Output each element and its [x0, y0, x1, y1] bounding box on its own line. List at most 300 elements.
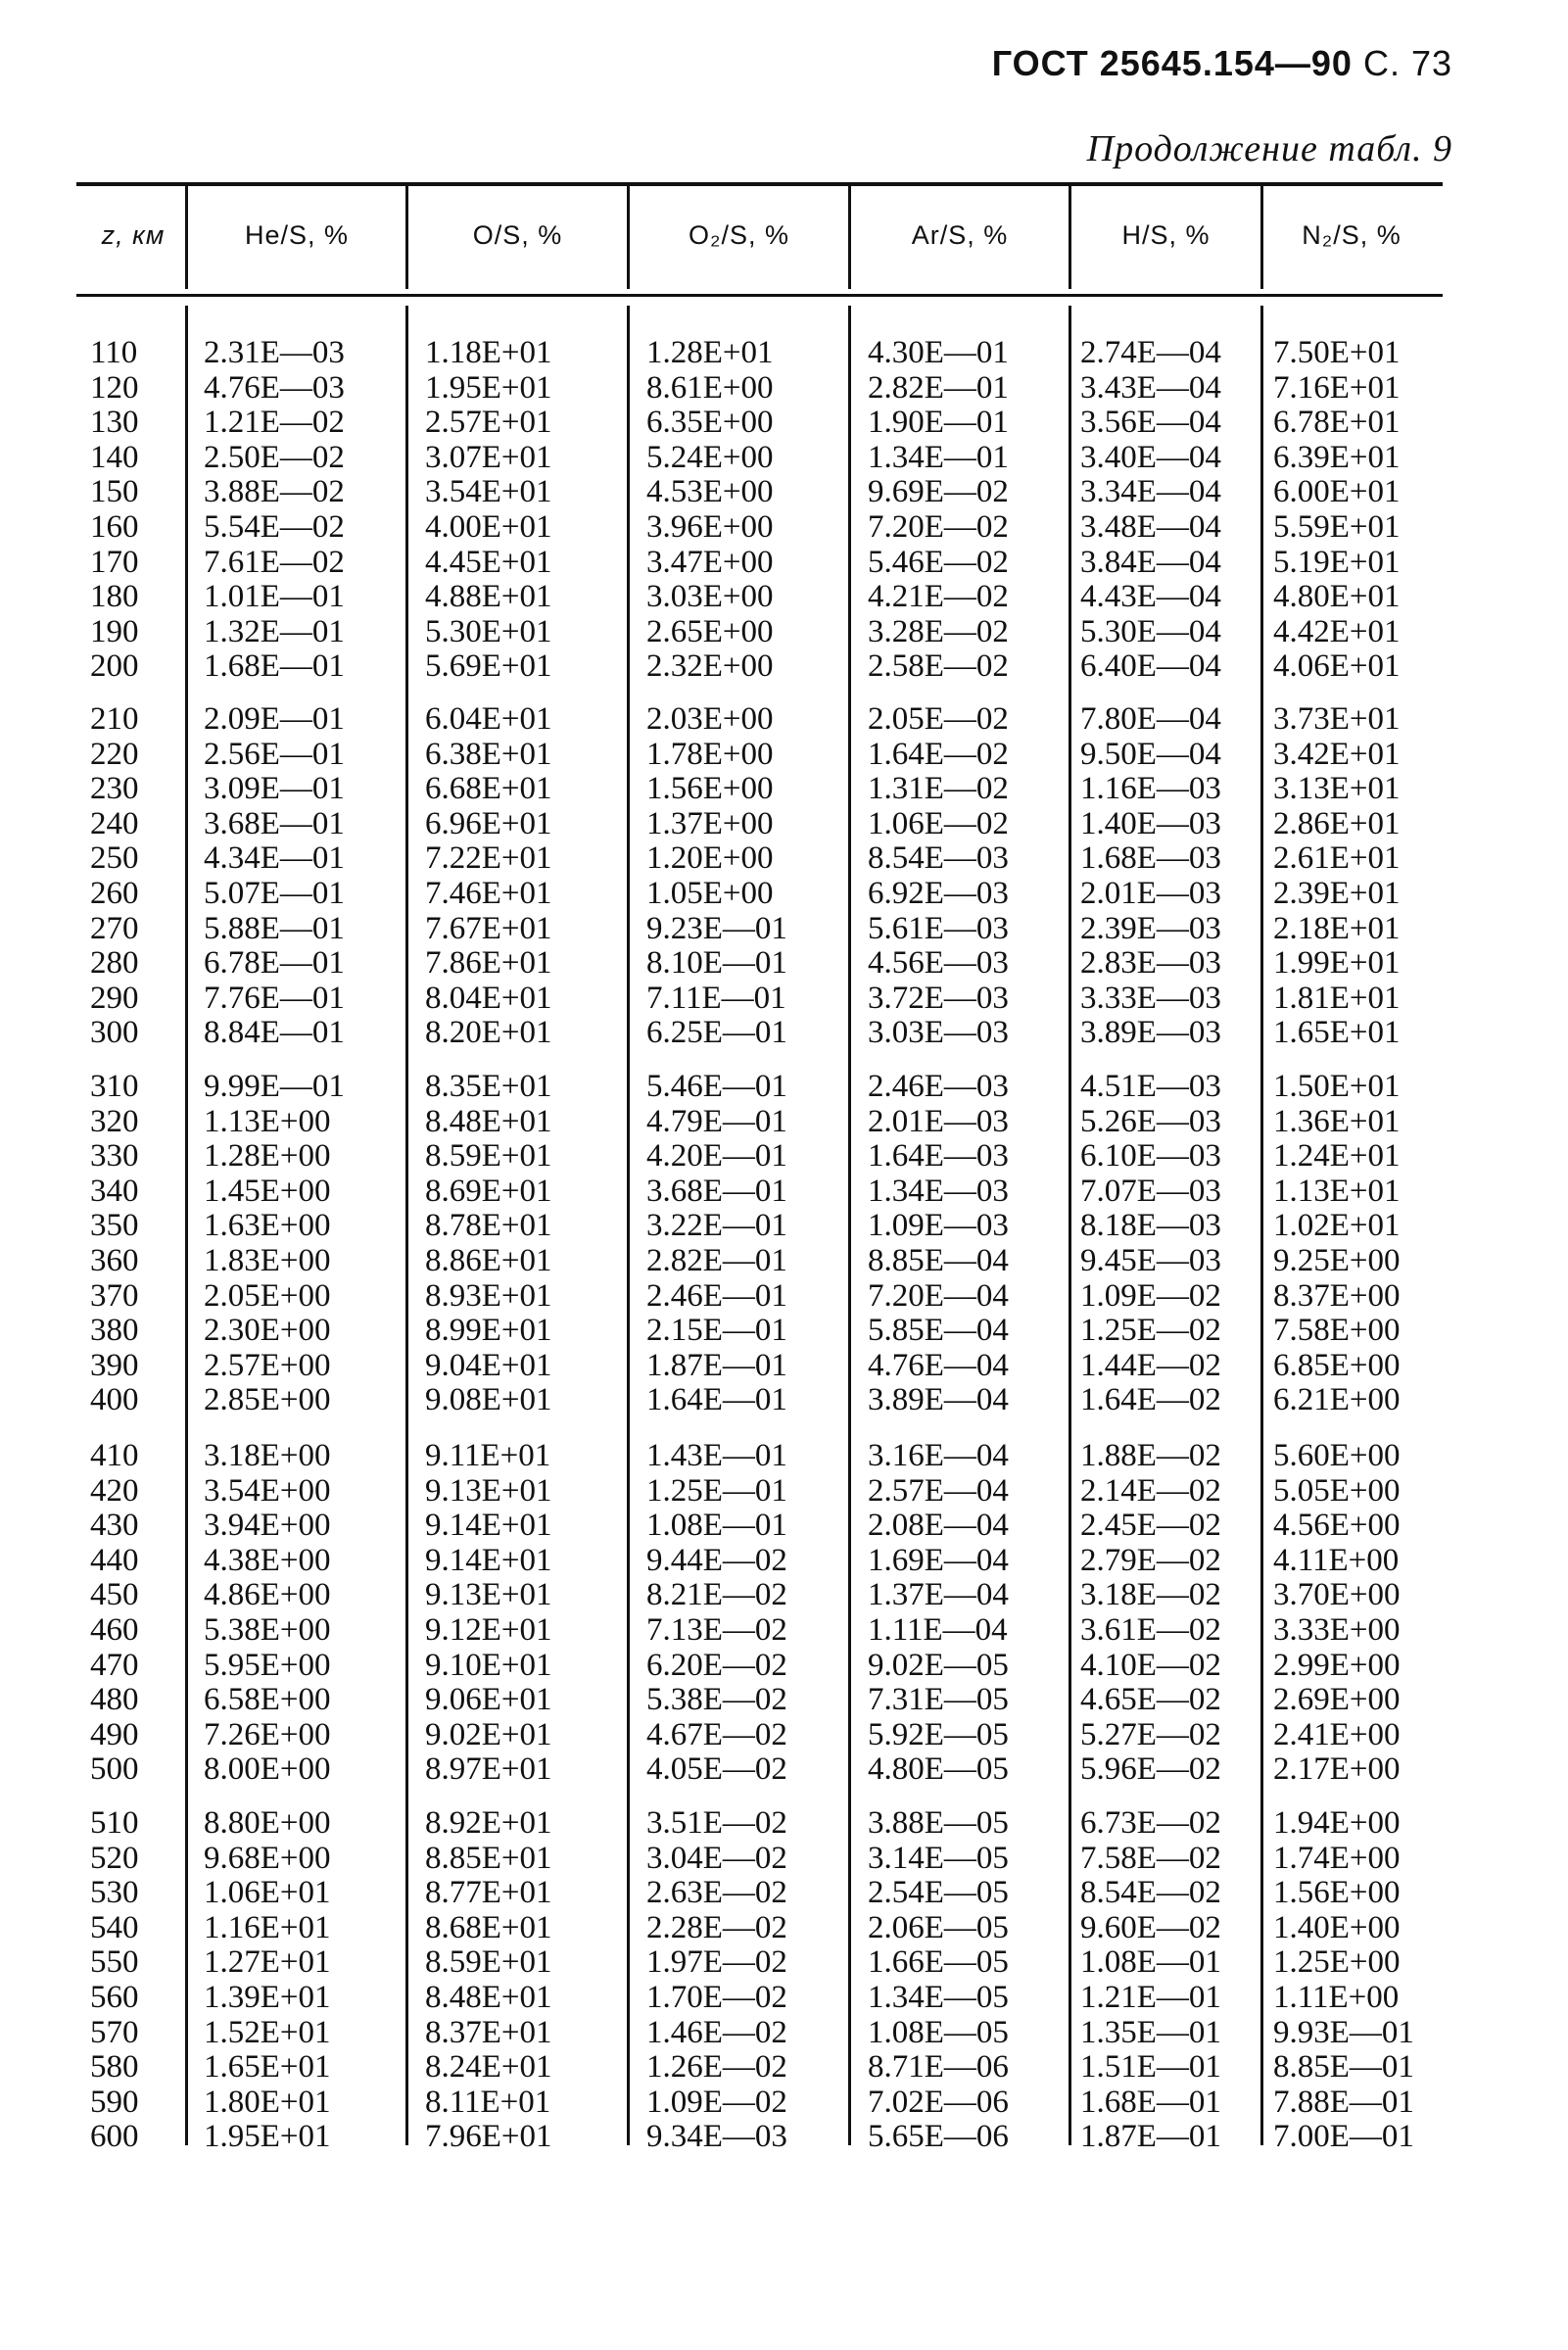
value-cell: 3.73E+01	[1273, 701, 1401, 737]
value-cell: 2.54E—05	[868, 1875, 1009, 1911]
value-cell: 4.21E—02	[868, 579, 1009, 615]
value-cell: 5.96E—02	[1080, 1751, 1221, 1788]
altitude-cell: 370	[90, 1277, 139, 1314]
value-cell: 9.93E—01	[1273, 2014, 1414, 2050]
table-row	[0, 807, 1568, 842]
value-cell: 8.92E+01	[425, 1805, 552, 1841]
altitude-cell: 400	[90, 1382, 139, 1418]
column-header-o2: O₂/S, %	[688, 220, 789, 250]
value-cell: 9.45E—03	[1080, 1242, 1221, 1278]
value-cell: 5.46E—01	[646, 1069, 787, 1104]
value-cell: 7.88E—01	[1273, 2084, 1414, 2120]
value-cell: 1.95E+01	[204, 2119, 331, 2155]
table-row	[0, 1876, 1568, 1911]
value-cell: 3.89E—04	[868, 1382, 1009, 1418]
table-row	[0, 772, 1568, 807]
value-cell: 1.80E+01	[204, 2084, 331, 2120]
value-cell: 7.46E+01	[425, 875, 552, 911]
value-cell: 2.58E—02	[868, 648, 1009, 685]
value-cell: 4.30E—01	[868, 335, 1009, 370]
altitude-cell: 120	[90, 369, 139, 406]
value-cell: 1.68E—01	[1080, 2084, 1221, 2120]
value-cell: 1.28E+01	[646, 335, 774, 370]
value-cell: 3.03E—03	[868, 1015, 1009, 1051]
altitude-cell: 180	[90, 579, 139, 615]
value-cell: 4.45E+01	[425, 544, 552, 580]
table-row	[0, 406, 1568, 441]
value-cell: 3.42E+01	[1273, 736, 1401, 772]
value-cell: 2.41E+00	[1273, 1716, 1401, 1752]
table-row	[0, 2016, 1568, 2051]
value-cell: 1.06E—02	[868, 805, 1009, 841]
altitude-cell: 540	[90, 1909, 139, 1945]
table-row	[0, 1945, 1568, 1981]
table-row	[0, 1649, 1568, 1684]
table-row	[0, 371, 1568, 407]
table-row	[0, 2050, 1568, 2086]
value-cell: 1.09E—03	[868, 1208, 1009, 1244]
value-cell: 3.48E—04	[1080, 508, 1221, 545]
value-cell: 1.97E—02	[646, 1944, 787, 1981]
value-cell: 9.60E—02	[1080, 1909, 1221, 1945]
value-cell: 2.08E—04	[868, 1508, 1009, 1544]
column-header-ar: Ar/S, %	[911, 220, 1009, 250]
value-cell: 3.28E—02	[868, 613, 1009, 649]
value-cell: 9.23E—01	[646, 910, 787, 946]
value-cell: 5.54E—02	[204, 508, 345, 545]
value-cell: 2.32E+00	[646, 648, 774, 685]
value-cell: 8.69E+01	[425, 1173, 552, 1209]
value-cell: 9.04E+01	[425, 1347, 552, 1383]
value-cell: 4.06E+01	[1273, 648, 1401, 685]
value-cell: 3.70E+00	[1273, 1577, 1401, 1613]
table-header-rule	[76, 294, 1443, 297]
value-cell: 9.68E+00	[204, 1840, 331, 1876]
value-cell: 3.16E—04	[868, 1438, 1009, 1473]
value-cell: 1.11E—04	[868, 1611, 1008, 1648]
value-cell: 1.25E+00	[1273, 1944, 1401, 1981]
table-row	[0, 2086, 1568, 2121]
value-cell: 3.14E—05	[868, 1840, 1009, 1876]
value-cell: 8.85E—01	[1273, 2049, 1414, 2086]
value-cell: 5.60E+00	[1273, 1438, 1401, 1473]
value-cell: 1.35E—01	[1080, 2014, 1221, 2050]
table-row	[0, 946, 1568, 982]
value-cell: 1.08E—01	[646, 1508, 787, 1544]
table-row	[0, 1544, 1568, 1579]
value-cell: 3.40E—04	[1080, 439, 1221, 475]
value-cell: 1.88E—02	[1080, 1438, 1221, 1473]
value-cell: 9.10E+01	[425, 1647, 552, 1683]
value-cell: 2.01E—03	[868, 1103, 1009, 1139]
value-cell: 3.18E—02	[1080, 1577, 1221, 1613]
row-group	[0, 1070, 1568, 1418]
value-cell: 7.20E—04	[868, 1277, 1009, 1314]
value-cell: 9.99E—01	[204, 1069, 345, 1104]
value-cell: 8.37E+00	[1273, 1277, 1401, 1314]
value-cell: 3.51E—02	[646, 1805, 787, 1841]
value-cell: 7.00E—01	[1273, 2119, 1414, 2155]
table-row	[0, 1806, 1568, 1842]
value-cell: 2.63E—02	[646, 1875, 787, 1911]
value-cell: 1.68E—03	[1080, 840, 1221, 877]
value-cell: 2.06E—05	[868, 1909, 1009, 1945]
value-cell: 1.44E—02	[1080, 1347, 1221, 1383]
altitude-cell: 550	[90, 1944, 139, 1981]
value-cell: 2.56E—01	[204, 736, 345, 772]
value-cell: 1.74E+00	[1273, 1840, 1401, 1876]
value-cell: 7.58E+00	[1273, 1313, 1401, 1349]
value-cell: 4.67E—02	[646, 1716, 787, 1752]
value-cell: 1.37E—04	[868, 1577, 1009, 1613]
value-cell: 1.09E—02	[646, 2084, 787, 2120]
value-cell: 1.87E—01	[646, 1347, 787, 1383]
value-cell: 4.80E—05	[868, 1751, 1009, 1788]
value-cell: 3.34E—04	[1080, 474, 1221, 510]
value-cell: 1.06E+01	[204, 1875, 331, 1911]
value-cell: 1.36E+01	[1273, 1103, 1401, 1139]
altitude-cell: 270	[90, 910, 139, 946]
value-cell: 1.26E—02	[646, 2049, 787, 2086]
value-cell: 7.22E+01	[425, 840, 552, 877]
altitude-cell: 440	[90, 1542, 139, 1578]
value-cell: 8.68E+01	[425, 1909, 552, 1945]
value-cell: 1.05E+00	[646, 875, 774, 911]
altitude-cell: 290	[90, 980, 139, 1016]
value-cell: 5.26E—03	[1080, 1103, 1221, 1139]
value-cell: 1.95E+01	[425, 369, 552, 406]
value-cell: 9.02E+01	[425, 1716, 552, 1752]
altitude-cell: 320	[90, 1103, 139, 1139]
altitude-cell: 340	[90, 1173, 139, 1209]
value-cell: 5.05E+00	[1273, 1472, 1401, 1509]
value-cell: 1.64E—01	[646, 1382, 787, 1418]
value-cell: 8.93E+01	[425, 1277, 552, 1314]
row-group	[0, 702, 1568, 1051]
value-cell: 5.38E—02	[646, 1682, 787, 1718]
value-cell: 8.00E+00	[204, 1751, 331, 1788]
value-cell: 7.20E—02	[868, 508, 1009, 545]
value-cell: 1.34E—01	[868, 439, 1009, 475]
table-row	[0, 1383, 1568, 1418]
altitude-cell: 280	[90, 945, 139, 982]
value-cell: 3.47E+00	[646, 544, 774, 580]
altitude-cell: 380	[90, 1313, 139, 1349]
value-cell: 9.13E+01	[425, 1577, 552, 1613]
value-cell: 4.86E+00	[204, 1577, 331, 1613]
table-row	[0, 1683, 1568, 1718]
value-cell: 3.43E—04	[1080, 369, 1221, 406]
value-cell: 2.30E+00	[204, 1313, 331, 1349]
value-cell: 4.11E+00	[1273, 1542, 1400, 1578]
value-cell: 1.40E+00	[1273, 1909, 1401, 1945]
value-cell: 1.83E+00	[204, 1242, 331, 1278]
table-row	[0, 1474, 1568, 1510]
table-row	[0, 1070, 1568, 1105]
value-cell: 5.88E—01	[204, 910, 345, 946]
table-row	[0, 615, 1568, 650]
value-cell: 4.42E+01	[1273, 613, 1401, 649]
value-cell: 6.73E—02	[1080, 1805, 1221, 1841]
value-cell: 3.94E+00	[204, 1508, 331, 1544]
value-cell: 8.78E+01	[425, 1208, 552, 1244]
value-cell: 8.85E+01	[425, 1840, 552, 1876]
table-row	[0, 1175, 1568, 1210]
value-cell: 2.82E—01	[646, 1242, 787, 1278]
value-cell: 1.27E+01	[204, 1944, 331, 1981]
value-cell: 8.99E+01	[425, 1313, 552, 1349]
table-top-rule	[76, 182, 1443, 186]
altitude-cell: 490	[90, 1716, 139, 1752]
table-row	[0, 738, 1568, 773]
value-cell: 8.97E+01	[425, 1751, 552, 1788]
value-cell: 1.56E+00	[1273, 1875, 1401, 1911]
table-row	[0, 1752, 1568, 1788]
value-cell: 8.48E+01	[425, 1979, 552, 2015]
value-cell: 8.85E—04	[868, 1242, 1009, 1278]
value-cell: 2.05E+00	[204, 1277, 331, 1314]
altitude-cell: 260	[90, 875, 139, 911]
table-row	[0, 1578, 1568, 1613]
value-cell: 2.15E—01	[646, 1313, 787, 1349]
value-cell: 5.95E+00	[204, 1647, 331, 1683]
value-cell: 9.50E—04	[1080, 736, 1221, 772]
value-cell: 7.31E—05	[868, 1682, 1009, 1718]
value-cell: 2.39E—03	[1080, 910, 1221, 946]
table-row	[0, 841, 1568, 877]
value-cell: 1.99E+01	[1273, 945, 1401, 982]
value-cell: 6.96E+01	[425, 805, 552, 841]
table-row	[0, 510, 1568, 546]
table-row	[0, 1613, 1568, 1649]
value-cell: 1.09E—02	[1080, 1277, 1221, 1314]
table-row	[0, 1016, 1568, 1051]
value-cell: 8.80E+00	[204, 1805, 331, 1841]
column-header-h: H/S, %	[1121, 220, 1211, 250]
value-cell: 3.54E+00	[204, 1472, 331, 1509]
altitude-cell: 310	[90, 1069, 139, 1104]
value-cell: 6.04E+01	[425, 701, 552, 737]
altitude-cell: 450	[90, 1577, 139, 1613]
altitude-cell: 130	[90, 405, 139, 441]
value-cell: 5.24E+00	[646, 439, 774, 475]
value-cell: 9.08E+01	[425, 1382, 552, 1418]
value-cell: 3.72E—03	[868, 980, 1009, 1016]
value-cell: 2.82E—01	[868, 369, 1009, 406]
table-row	[0, 1105, 1568, 1140]
value-cell: 1.78E+00	[646, 736, 774, 772]
value-cell: 2.99E+00	[1273, 1647, 1401, 1683]
value-cell: 9.06E+01	[425, 1682, 552, 1718]
table-row	[0, 1209, 1568, 1244]
altitude-cell: 580	[90, 2049, 139, 2086]
value-cell: 1.08E—05	[868, 2014, 1009, 2050]
altitude-cell: 590	[90, 2084, 139, 2120]
value-cell: 9.34E—03	[646, 2119, 787, 2155]
value-cell: 7.16E+01	[1273, 369, 1401, 406]
value-cell: 8.59E+01	[425, 1138, 552, 1175]
value-cell: 1.28E+00	[204, 1138, 331, 1175]
value-cell: 1.16E+01	[204, 1909, 331, 1945]
value-cell: 2.31E—03	[204, 335, 345, 370]
value-cell: 3.33E+00	[1273, 1611, 1401, 1648]
value-cell: 9.11E+01	[425, 1438, 551, 1473]
value-cell: 1.34E—03	[868, 1173, 1009, 1209]
value-cell: 8.18E—03	[1080, 1208, 1221, 1244]
value-cell: 1.08E—01	[1080, 1944, 1221, 1981]
value-cell: 9.44E—02	[646, 1542, 787, 1578]
value-cell: 3.04E—02	[646, 1840, 787, 1876]
value-cell: 1.52E+01	[204, 2014, 331, 2050]
value-cell: 5.27E—02	[1080, 1716, 1221, 1752]
value-cell: 5.92E—05	[868, 1716, 1009, 1752]
table-row	[0, 441, 1568, 476]
value-cell: 1.64E—02	[868, 736, 1009, 772]
value-cell: 8.59E+01	[425, 1944, 552, 1981]
value-cell: 1.50E+01	[1273, 1069, 1401, 1104]
value-cell: 8.54E—03	[868, 840, 1009, 877]
value-cell: 9.14E+01	[425, 1508, 552, 1544]
column-header-n2: N₂/S, %	[1302, 220, 1402, 250]
value-cell: 4.00E+01	[425, 508, 552, 545]
value-cell: 6.21E+00	[1273, 1382, 1401, 1418]
table-row	[0, 475, 1568, 510]
value-cell: 3.68E—01	[646, 1173, 787, 1209]
altitude-cell: 200	[90, 648, 139, 685]
value-cell: 1.37E+00	[646, 805, 774, 841]
value-cell: 5.46E—02	[868, 544, 1009, 580]
table-row	[0, 1981, 1568, 2016]
value-cell: 9.13E+01	[425, 1472, 552, 1509]
value-cell: 8.86E+01	[425, 1242, 552, 1278]
value-cell: 4.80E+01	[1273, 579, 1401, 615]
altitude-cell: 170	[90, 544, 139, 580]
value-cell: 9.02E—05	[868, 1647, 1009, 1683]
table-row	[0, 912, 1568, 947]
value-cell: 1.13E+00	[204, 1103, 331, 1139]
value-cell: 1.56E+00	[646, 771, 774, 807]
value-cell: 3.33E—03	[1080, 980, 1221, 1016]
value-cell: 5.69E+01	[425, 648, 552, 685]
value-cell: 1.21E—02	[204, 405, 345, 441]
value-cell: 2.57E+01	[425, 405, 552, 441]
altitude-cell: 150	[90, 474, 139, 510]
value-cell: 6.35E+00	[646, 405, 774, 441]
value-cell: 1.68E—01	[204, 648, 345, 685]
value-cell: 7.02E—06	[868, 2084, 1009, 2120]
value-cell: 8.10E—01	[646, 945, 787, 982]
value-cell: 3.54E+01	[425, 474, 552, 510]
value-cell: 2.03E+00	[646, 701, 774, 737]
value-cell: 1.24E+01	[1273, 1138, 1401, 1175]
altitude-cell: 430	[90, 1508, 139, 1544]
table-row	[0, 1718, 1568, 1753]
value-cell: 2.46E—01	[646, 1277, 787, 1314]
value-cell: 9.14E+01	[425, 1542, 552, 1578]
standard-number: ГОСТ 25645.154—90	[991, 43, 1353, 83]
value-cell: 1.39E+01	[204, 1979, 331, 2015]
value-cell: 3.22E—01	[646, 1208, 787, 1244]
value-cell: 2.09E—01	[204, 701, 345, 737]
value-cell: 5.30E—04	[1080, 613, 1221, 649]
value-cell: 8.04E+01	[425, 980, 552, 1016]
row-group	[0, 1439, 1568, 1788]
value-cell: 1.31E—02	[868, 771, 1009, 807]
value-cell: 1.87E—01	[1080, 2119, 1221, 2155]
value-cell: 2.85E+00	[204, 1382, 331, 1418]
value-cell: 1.01E—01	[204, 579, 345, 615]
value-cell: 7.96E+01	[425, 2119, 552, 2155]
value-cell: 2.14E—02	[1080, 1472, 1221, 1509]
table-row	[0, 336, 1568, 371]
altitude-cell: 360	[90, 1242, 139, 1278]
value-cell: 4.65E—02	[1080, 1682, 1221, 1718]
column-header-o: O/S, %	[472, 220, 563, 250]
table-row	[0, 1439, 1568, 1474]
value-cell: 4.56E—03	[868, 945, 1009, 982]
value-cell: 2.57E—04	[868, 1472, 1009, 1509]
value-cell: 7.50E+01	[1273, 335, 1401, 370]
page-header	[992, 43, 1452, 84]
value-cell: 1.70E—02	[646, 1979, 787, 2015]
value-cell: 4.43E—04	[1080, 579, 1221, 615]
value-cell: 2.39E+01	[1273, 875, 1401, 911]
altitude-cell: 480	[90, 1682, 139, 1718]
value-cell: 7.61E—02	[204, 544, 345, 580]
value-cell: 3.13E+01	[1273, 771, 1401, 807]
value-cell: 1.65E+01	[1273, 1015, 1401, 1051]
value-cell: 6.78E—01	[204, 945, 345, 982]
value-cell: 3.09E—01	[204, 771, 345, 807]
table-continuation-label: Продолжение табл. 9	[1086, 128, 1452, 169]
value-cell: 4.76E—04	[868, 1347, 1009, 1383]
value-cell: 6.25E—01	[646, 1015, 787, 1051]
value-cell: 6.68E+01	[425, 771, 552, 807]
value-cell: 6.20E—02	[646, 1647, 787, 1683]
value-cell: 8.21E—02	[646, 1577, 787, 1613]
value-cell: 8.37E+01	[425, 2014, 552, 2050]
altitude-cell: 600	[90, 2119, 139, 2155]
page-number: С. 73	[1362, 43, 1452, 83]
value-cell: 1.51E—01	[1080, 2049, 1221, 2086]
value-cell: 3.18E+00	[204, 1438, 331, 1473]
value-cell: 8.11E+01	[425, 2084, 551, 2120]
altitude-cell: 250	[90, 840, 139, 877]
value-cell: 4.76E—03	[204, 369, 345, 406]
altitude-cell: 220	[90, 736, 139, 772]
value-cell: 5.38E+00	[204, 1611, 331, 1648]
value-cell: 4.34E—01	[204, 840, 345, 877]
altitude-cell: 460	[90, 1611, 139, 1648]
value-cell: 8.71E—06	[868, 2049, 1009, 2086]
altitude-cell: 510	[90, 1805, 139, 1841]
value-cell: 7.13E—02	[646, 1611, 787, 1648]
row-group	[0, 1806, 1568, 2155]
value-cell: 6.10E—03	[1080, 1138, 1221, 1175]
value-cell: 6.78E+01	[1273, 405, 1401, 441]
value-cell: 2.74E—04	[1080, 335, 1221, 370]
altitude-cell: 530	[90, 1875, 139, 1911]
value-cell: 7.80E—04	[1080, 701, 1221, 737]
value-cell: 4.10E—02	[1080, 1647, 1221, 1683]
value-cell: 3.88E—02	[204, 474, 345, 510]
value-cell: 3.68E—01	[204, 805, 345, 841]
table-row	[0, 877, 1568, 912]
table-row	[0, 1244, 1568, 1279]
value-cell: 2.61E+01	[1273, 840, 1401, 877]
value-cell: 2.28E—02	[646, 1909, 787, 1945]
value-cell: 2.86E+01	[1273, 805, 1401, 841]
